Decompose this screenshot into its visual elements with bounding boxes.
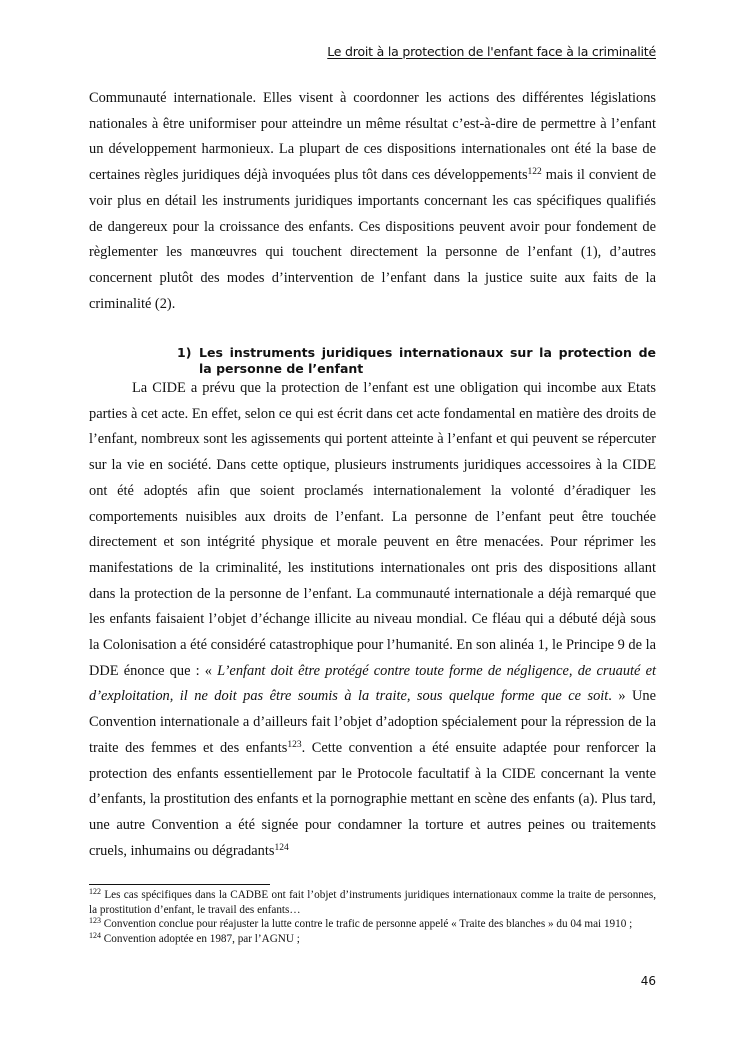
footnote-text: Convention conclue pour réajuster la lutte contre le trafic de personne appelé « Traite des blanches » du 04 mai 1910 ; [101,918,633,931]
main-paragraph [89,376,656,864]
footnote-separator [89,884,270,885]
footnote-122 [89,888,656,917]
page-number: 46 [640,974,656,988]
footnote-123 [89,917,656,932]
running-header: Le droit à la protection de l'enfant face à la criminalité [327,44,656,59]
footnote-number: 124 [89,930,101,940]
section-number: 1) [177,345,192,360]
footnote-number: 122 [89,887,101,896]
main-text-part1: La CIDE a prévu que la protection de l’enfant est une obligation qui incombe aux Etats parties à cet acte. En effet, selon ce qui est écrit dans cet acte fondamental en matière des droits de l’enfant, nombreux sont les agissements qui portent atteinte à l’enfant et qui peuvent se répercuter sur la vie en société. Dans cette optique, plusieurs instruments juridiques accessoires à la CIDE ont été adoptés afin que soient proclamés internationalement la volonté d’éradiquer les comportements nuisibles aux droits de l’enfant. La personne de l’enfant peut être touchée directement et son intégrité physique et morale peuvent en être menacées. Pour réprimer les manifestations de la criminalité, les institutions internationales ont pris des dispositions allant dans la protection de la personne de l’enfant. La communauté internationale a déjà remarqué que les enfants faisaient l’objet d’échange illicite au niveau mondial. Ce fléau qui a débuté déjà sous la Colonisation a été considéré catastrophique pour l’humanité. En son alinéa 1, le Principe 9 de la DDE énonce que : « [89,380,656,679]
intro-paragraph [89,86,656,317]
footnote-124 [89,932,656,947]
footnote-ref-124[interactable]: 124 [274,842,289,853]
footnote-ref-123[interactable]: 123 [287,739,302,750]
intro-text-part2: mais il convient de voir plus en détail les instruments juridiques importants concernant les cas spécifiques qualifiés de dangereux pour la croissance des enfants. Ces dispositions peuvent avoir pour fondement de règlementer les manœuvres qui touchent directement la personne de l’enfant (1), d’autres concernent plutôt des modes d’intervention de l’enfant dans la justice suite aux faits de la criminalité (2). [89,167,656,312]
section-title: Les instruments juridiques internationaux sur la protection de la personne de l’enfant [199,345,656,376]
principle-quote: L’enfant doit être protégé contre toute forme de négligence, de cruauté et d’exploitation, il ne doit pas être soumis à la traite, sous quelque forme que ce soit [89,662,656,705]
main-text-part3: . Cette convention a été ensuite adaptée pour renforcer la protection des enfants essentiellement par le Protocole facultatif à la CIDE concernant la vente d’enfants, la prostitution des enfants et la pornographie mettant en scène des enfants (a). Plus tard, une autre Convention a été signée pour condamner la torture et autres peines ou traitements cruels, inhumains ou dégradants [89,739,656,859]
main-text-part2: . » Une Convention internationale a d’ailleurs fait l’objet d’adoption spécialement pour la répression de la traite des femmes et des enfants [89,688,656,756]
footnote-text: Convention adoptée en 1987, par l’AGNU ; [101,932,300,945]
section-heading [177,345,656,377]
footnote-number: 123 [89,916,101,926]
intro-text-part1: Communauté internationale. Elles visent à coordonner les actions des différentes législations nationales à être uniformiser pour atteindre un même résultat c’est-à-dire de permettre à l’enfant un développement harmonieux. La plupart de ces dispositions internationales ont été la base de certaines règles juridiques déjà invoquées plus tôt dans ces développements [89,90,656,184]
footnote-ref-122[interactable]: 122 [527,167,542,178]
footnotes [89,888,656,946]
footnote-text: Les cas spécifiques dans la CADBE ont fait l’objet d’instruments juridiques internationaux comme la traite de personnes, la prostitution d’enfant, le travail des enfants… [89,889,656,916]
